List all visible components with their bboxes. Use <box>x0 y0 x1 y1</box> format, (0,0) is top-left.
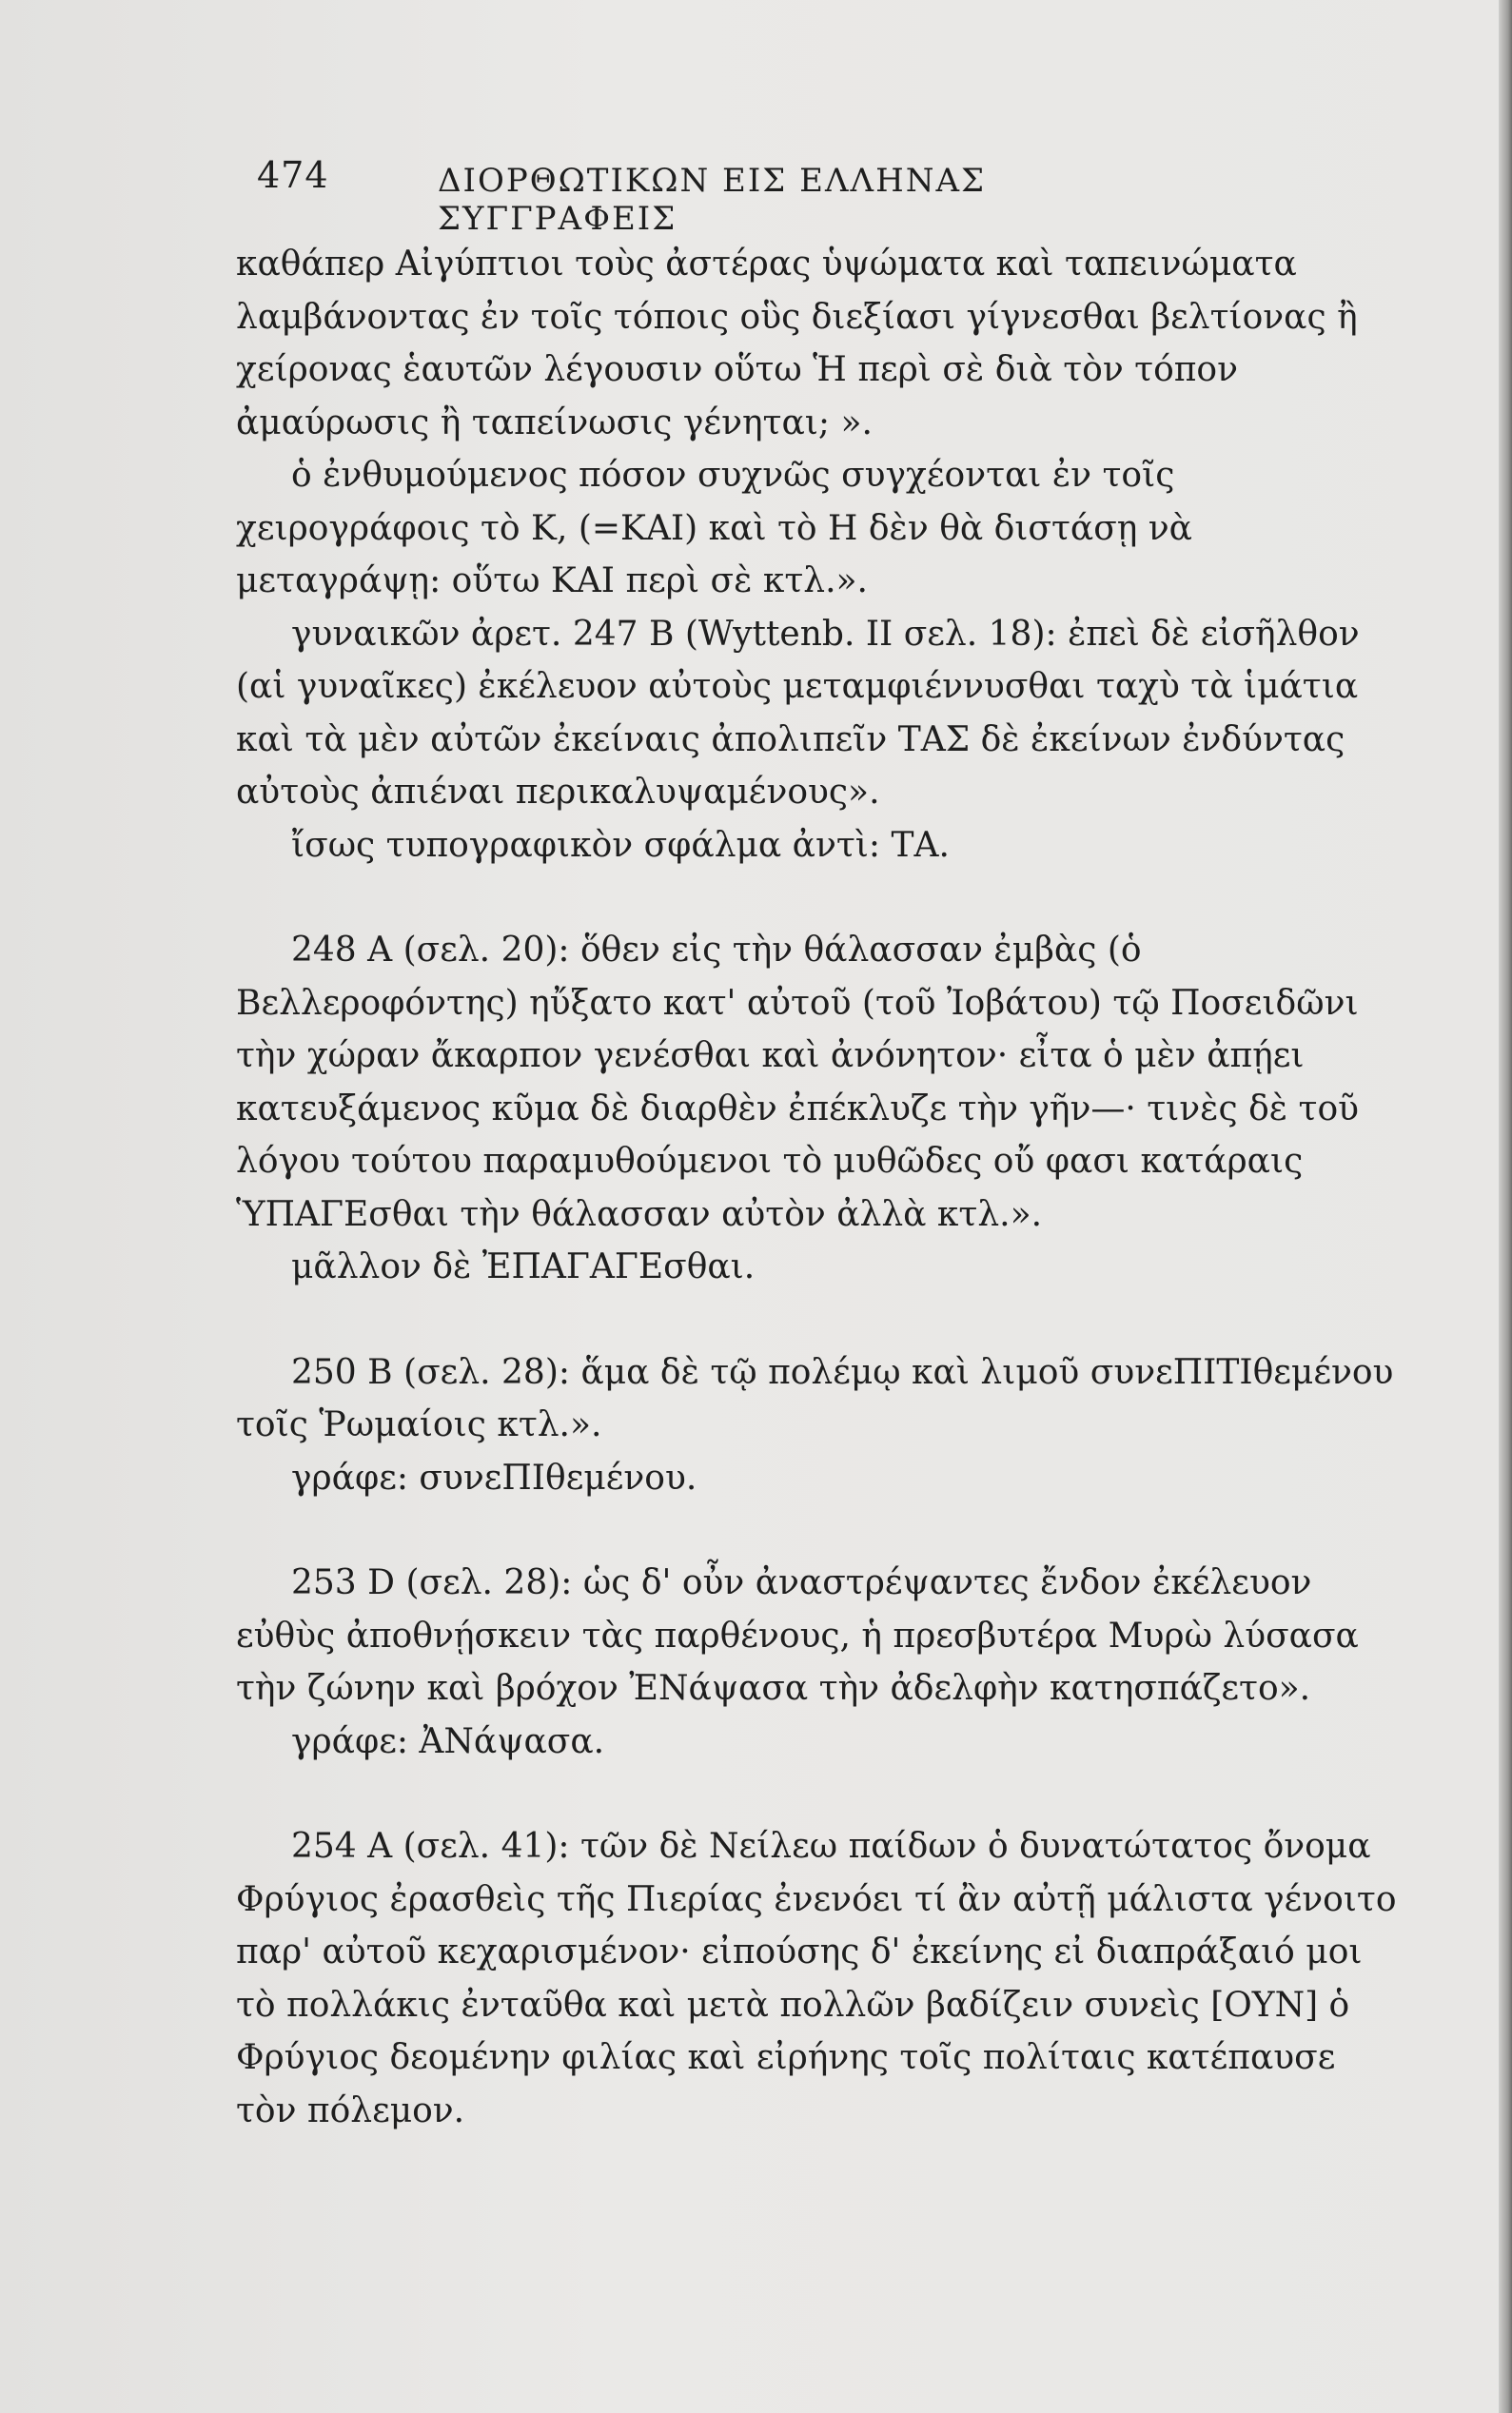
running-title: ΔΙΟΡΘΩΤΙΚΩΝ ΕΙΣ ΕΛΛΗΝΑΣ ΣΥΓΓΡΑΦΕΙΣ <box>438 162 987 238</box>
paragraph-gap <box>236 1504 1397 1557</box>
body-text <box>236 238 1397 2137</box>
paragraph: γράφε: ἈΝάψασα. <box>291 1721 605 1761</box>
paragraph: μᾶλλον δὲ ἘΠΑΓΑΓΕσθαι. <box>291 1247 756 1286</box>
paragraph: 248 Α (σελ. 20): ὅθεν εἰς τὴν θάλασσαν ἐμβὰς (ὁ Βελλεροφόντης) ηὔξατο κατ' αὐτοῦ (τοῦ Ἰοβάτου) τῷ Ποσειδῶνι τὴν χώραν ἄκαρπον γενέσθαι καὶ ἀνόνητον· εἶτα ὁ μὲν ἀπῄει κατευξάμενος κῦμα δὲ διαρθὲν ἐπέκλυζε τὴν γῆν—· τινὲς δὲ τοῦ λόγου τούτου παραμυθούμενοι τὸ μυθῶδες οὔ φασι κατάραις ὙΠΑΓΕσθαι τὴν θάλασσαν αὐτὸν ἀλλὰ κτλ.». <box>236 931 1360 1234</box>
paragraph: γράφε: συνεΠΙθεμένου. <box>291 1458 697 1498</box>
paragraph: 254 Α (σελ. 41): τῶν δὲ Νείλεω παίδων ὁ δυνατώτατος ὄνομα Φρύγιος ἐρασθεὶς τῆς Πιερίας ἐνενόει τί ἂν αὐτῇ μάλιστα γένοιτο παρ' αὐτοῦ κεχαρισμένον· εἰπούσης δ' ἐκείνης εἰ διαπράξαιό μοι τὸ πολλάκις ἐνταῦθα καὶ μετὰ πολλῶν βαδίζειν συνεὶς [ΟΥΝ] ὁ Φρύγιος δεομένην φιλίας καὶ εἰρήνης τοῖς πολίταις κατέπαυσε τὸν πόλεμον. <box>236 1827 1397 2130</box>
page-number: 474 <box>257 154 329 196</box>
page-header <box>257 154 1208 238</box>
paragraph-gap <box>236 872 1397 924</box>
paragraph: 250 Β (σελ. 28): ἅμα δὲ τῷ πολέμῳ καὶ λιμοῦ συνεΠΙΤΙθεμένου τοῖς Ῥωμαίοις κτλ.». <box>236 1352 1394 1444</box>
paragraph-gap <box>236 1768 1397 1820</box>
paragraph: ἴσως τυπογραφικὸν σφάλμα ἀντὶ: ΤΑ. <box>291 825 950 865</box>
paragraph: γυναικῶν ἀρετ. 247 Β (Wyttenb. II σελ. 18): ἐπεὶ δὲ εἰσῆλθον (αἱ γυναῖκες) ἐκέλευον αὐτοὺς μεταμφιέννυσθαι ταχὺ τὰ ἱμάτια καὶ τὰ μὲν αὐτῶν ἐκείναις ἀπολιπεῖν ΤΑΣ δὲ ἐκείνων ἐνδύντας αὐτοὺς ἀπιέναι περικαλυψαμένους». <box>236 614 1360 812</box>
paragraph: καθάπερ Αἰγύπτιοι τοὺς ἀστέρας ὑψώματα καὶ ταπεινώματα λαμβάνοντας ἐν τοῖς τόποις οὓς διεξίασι γίγνεσθαι βελτίονας ἢ χείρονας ἑαυτῶν λέγουσιν οὕτω Ἡ περὶ σὲ διὰ τὸν τόπον ἀμαύρωσις ἢ ταπείνωσις γένηται; ». <box>236 245 1358 442</box>
paragraph: ὁ ἐνθυμούμενος πόσον συχνῶς συγχέονται ἐν τοῖς χειρογράφοις τὸ Κ, (=ΚΑΙ) καὶ τὸ Η δὲν θὰ διστάσῃ νὰ μεταγράψῃ: οὕτω ΚΑΙ περὶ σὲ κτλ.». <box>236 456 1192 600</box>
paragraph: 253 D (σελ. 28): ὡς δ' οὖν ἀναστρέψαντες ἔνδον ἐκέλευον εὐθὺς ἀποθνῄσκειν τὰς παρθένους, ἡ πρεσβυτέρα Μυρὼ λύσασα τὴν ζώνην καὶ βρόχον ἘΝάψασα τὴν ἀδελφὴν κατησπάζετο». <box>236 1563 1359 1708</box>
paragraph-gap <box>236 1294 1397 1346</box>
page-edge-shadow <box>1499 0 1512 2413</box>
